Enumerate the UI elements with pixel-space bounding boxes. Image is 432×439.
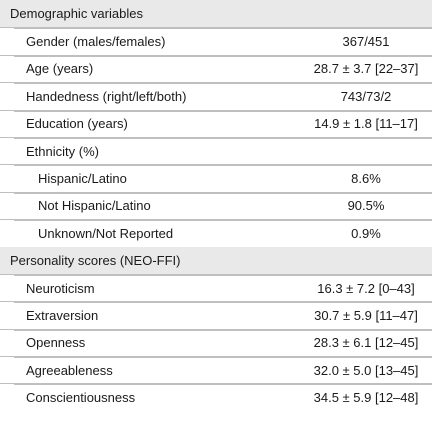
row-divider bbox=[14, 83, 432, 84]
row-value: 28.3 ± 6.1 [12–45] bbox=[313, 335, 419, 351]
row-divider bbox=[14, 220, 432, 221]
row-label: Conscientiousness bbox=[26, 390, 136, 406]
row-label: Gender (males/females) bbox=[26, 34, 166, 50]
row-divider bbox=[14, 275, 432, 276]
row-label: Handedness (right/left/both) bbox=[26, 88, 187, 104]
table-row-agreeableness bbox=[0, 356, 432, 383]
row-value: 8.6% bbox=[351, 171, 381, 187]
row-value: 16.3 ± 7.2 [0–43] bbox=[317, 280, 415, 296]
row-value: 34.5 ± 5.9 [12–48] bbox=[313, 390, 419, 406]
section-header-demographics bbox=[0, 0, 432, 27]
row-label: Education (years) bbox=[26, 116, 128, 132]
row-value: 28.7 ± 3.7 [22–37] bbox=[313, 61, 419, 77]
row-value: 30.7 ± 5.9 [11–47] bbox=[314, 307, 418, 323]
row-divider bbox=[14, 302, 432, 303]
row-divider bbox=[14, 384, 432, 385]
row-value: 367/451 bbox=[342, 34, 390, 50]
row-value: 32.0 ± 5.0 [13–45] bbox=[313, 362, 419, 378]
table-row-education bbox=[0, 110, 432, 137]
row-label: Openness bbox=[26, 335, 86, 351]
row-divider bbox=[14, 56, 432, 57]
row-value: 90.5% bbox=[347, 198, 385, 214]
row-label: Agreeableness bbox=[26, 362, 113, 378]
row-label: Extraversion bbox=[26, 307, 99, 323]
row-label: Ethnicity (%) bbox=[26, 143, 99, 159]
row-label: Not Hispanic/Latino bbox=[38, 198, 151, 214]
table-row-unknown bbox=[0, 219, 432, 246]
section-title: Demographic variables bbox=[10, 6, 143, 22]
row-divider bbox=[14, 138, 432, 139]
table-row-neuroticism bbox=[0, 274, 432, 301]
row-label: Hispanic/Latino bbox=[38, 171, 127, 187]
row-label: Neuroticism bbox=[26, 280, 95, 296]
row-divider bbox=[14, 357, 432, 358]
section-header-personality bbox=[0, 247, 432, 274]
row-divider bbox=[14, 28, 432, 29]
row-divider bbox=[14, 165, 432, 166]
row-divider bbox=[14, 193, 432, 194]
table-row-not-hispanic bbox=[0, 192, 432, 219]
row-divider bbox=[14, 111, 432, 112]
row-value: 743/73/2 bbox=[340, 88, 392, 104]
table-row-extraversion bbox=[0, 301, 432, 328]
row-value: 14.9 ± 1.8 [11–17] bbox=[314, 116, 418, 132]
table-row-hispanic bbox=[0, 164, 432, 191]
table-row-ethnicity bbox=[0, 137, 432, 164]
table-row-age bbox=[0, 55, 432, 82]
table-row-gender bbox=[0, 27, 432, 54]
table-row-handedness bbox=[0, 82, 432, 109]
row-label: Unknown/Not Reported bbox=[38, 225, 174, 241]
row-divider bbox=[14, 330, 432, 331]
table-row-conscientiousness bbox=[0, 383, 432, 410]
row-label: Age (years) bbox=[26, 61, 94, 77]
table-row-openness bbox=[0, 329, 432, 356]
row-value: 0.9% bbox=[351, 225, 381, 241]
section-title: Personality scores (NEO-FFI) bbox=[10, 252, 181, 268]
